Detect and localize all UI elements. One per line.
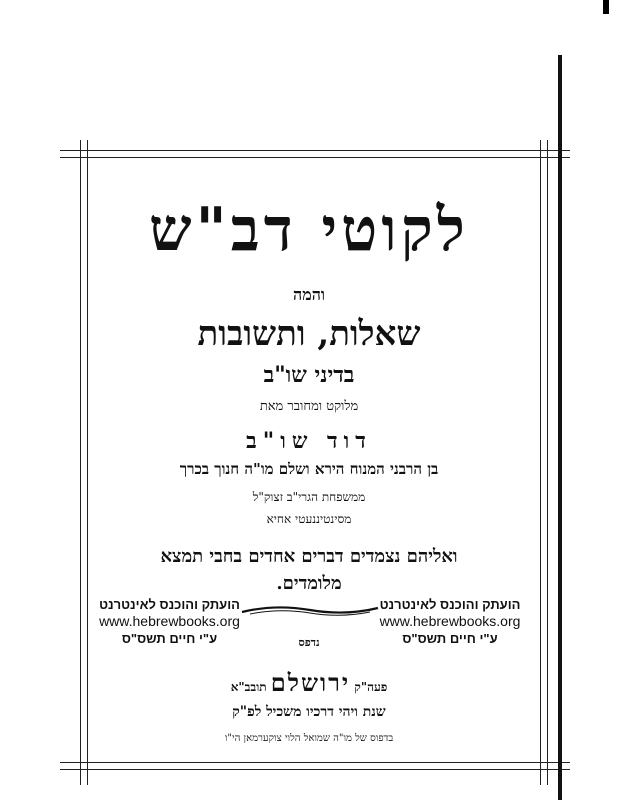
author-name: דוד שו"ב <box>246 428 372 454</box>
watermark-left-url: www.hebrewbooks.org <box>99 613 240 629</box>
collected-by: מלוקט ומחובר מאת <box>259 399 359 414</box>
watermark-right-line1: הועתק והוכנס לאינטרנט <box>379 597 521 612</box>
year-line: שנת ויהי דרכיו משכיל לפ"ק <box>232 704 386 720</box>
subtitle-and: והמה <box>293 285 325 304</box>
subtitle-main: שאלות, ותשובות <box>197 314 421 354</box>
printed-label: נדפס <box>298 636 320 649</box>
watermark-left-line1: הועתק והוכנס לאינטרנט <box>99 597 240 612</box>
border-bottom-inner <box>60 762 570 763</box>
city-name: ירושלם <box>270 668 351 697</box>
watermark-left-line3: ע"י חיים תשס"ס <box>121 631 218 646</box>
ornament-divider <box>240 600 380 620</box>
additions-line-1: ואליהם נצמדים דברים אחדים בחבי תמצא <box>160 546 458 567</box>
subtitle-topic: בדיני שו"ב <box>263 362 355 388</box>
city-suffix: תובב"א <box>230 680 267 694</box>
watermark-right-line3: ע"י חיים תשס"ס <box>402 631 498 646</box>
border-top-outer <box>60 150 570 151</box>
printer-line: בדפוס של מו"ה שמואל הלוי צוקערמאן הי"ו <box>224 733 394 744</box>
additions-line-2: מלומדים. <box>276 573 342 594</box>
town-line: מסינטיננעטי אחיא <box>266 512 352 526</box>
book-title: לקוטי דב"ש <box>149 195 469 265</box>
border-top-inner <box>60 157 570 158</box>
border-bottom-outer <box>60 769 570 770</box>
watermark-right-url: www.hebrewbooks.org <box>379 613 521 629</box>
author-lineage: בן הרבני המנוח הירא ושלם מו"ה חנוך בכרך <box>179 460 439 478</box>
family-line: ממשפחת הגרי"ב זצוק"ל <box>252 490 366 504</box>
city-line <box>0 668 618 698</box>
city-prefix: פעה"ק <box>354 680 388 694</box>
scan-edge-top <box>603 0 609 14</box>
